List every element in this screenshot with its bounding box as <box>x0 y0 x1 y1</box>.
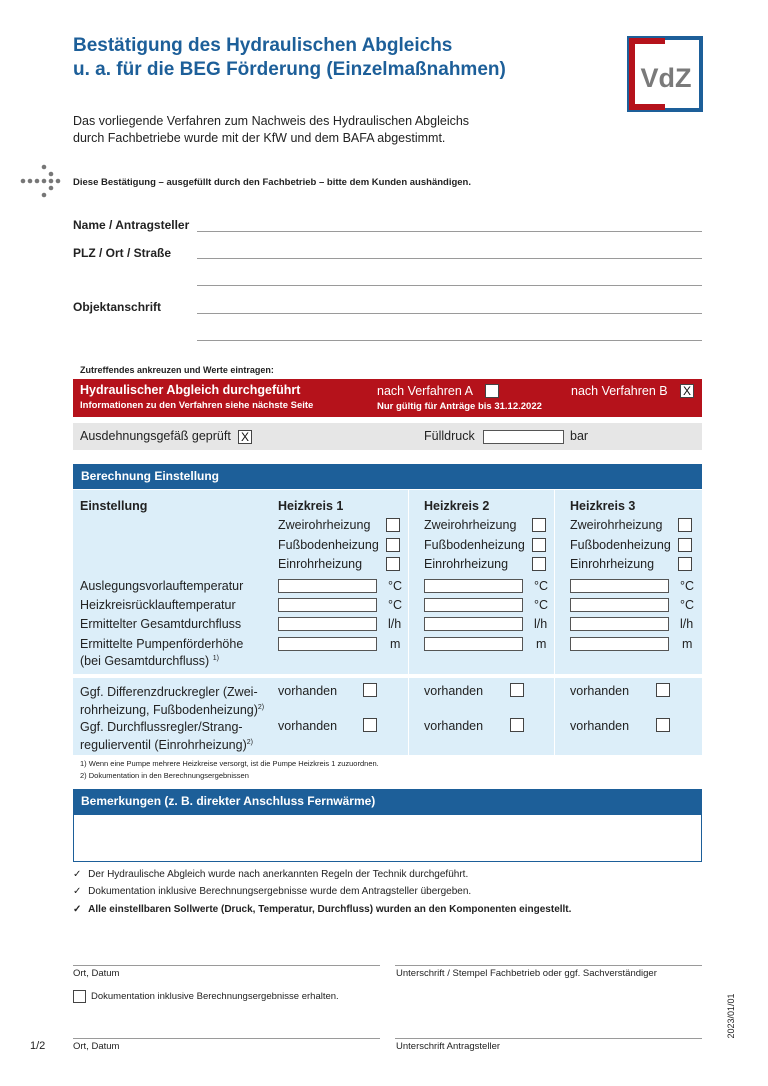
name-line[interactable] <box>197 231 702 232</box>
vorhanden-label: vorhanden <box>278 719 338 733</box>
berechnung-header-text: Berechnung Einstellung <box>81 469 220 483</box>
type-label: Einrohrheizung <box>278 557 363 571</box>
type-label: Fußbodenheizung <box>278 538 379 552</box>
row-label-ruecklauf: Heizkreisrücklauftemperatur <box>80 598 236 612</box>
hk3-ruecklauf-input[interactable] <box>570 598 669 612</box>
unit-label: °C <box>680 598 695 612</box>
verfahren-b-label: nach Verfahren B <box>571 384 668 398</box>
unit-label: °C <box>534 598 549 612</box>
berechnung-header <box>73 464 702 489</box>
vdz-logo <box>627 36 703 112</box>
row-label-foerderhoehe: Ermittelte Pumpenförderhöhe <box>80 637 244 651</box>
regler1-line-1: Ggf. Differenzdruckregler (Zwei- <box>80 685 258 699</box>
ort-datum-label-2: Ort, Datum <box>73 1041 120 1052</box>
hk2-regler1-checkbox[interactable] <box>510 683 524 697</box>
doc-code: 2023/01/01 <box>726 993 736 1039</box>
row-label-durchfluss: Ermittelter Gesamtdurchfluss <box>80 617 242 631</box>
fuelldruck-label: Fülldruck <box>424 429 475 443</box>
ausdehnung-checkbox[interactable]: X <box>238 430 252 444</box>
ausdehnung-label: Ausdehnungsgefäß geprüft <box>80 429 231 443</box>
check-text: Der Hydraulische Abgleich wurde nach anerkannten Regeln der Technik durchgeführt. <box>88 869 469 880</box>
hk3-zweirohr-checkbox[interactable] <box>678 518 692 532</box>
title-line-2: u. a. für die BEG Förderung (Einzelmaßnahmen) <box>73 59 506 80</box>
plz-line-1[interactable] <box>197 258 702 259</box>
dotted-arrow-icon <box>20 164 64 198</box>
heizkreis-1-title: Heizkreis 1 <box>278 499 344 513</box>
footnote-ref-2: 2) <box>246 739 253 746</box>
regler2-line-1: Ggf. Durchflussregler/Strang- <box>80 720 243 734</box>
hk2-durchfluss-input[interactable] <box>424 617 523 631</box>
berechnung-table <box>73 490 702 674</box>
vorhanden-label: vorhanden <box>424 684 484 698</box>
vorhanden-label: vorhanden <box>570 719 630 733</box>
check-item-2 <box>73 886 471 897</box>
unit-label: m <box>682 637 693 651</box>
hk3-fussboden-checkbox[interactable] <box>678 538 692 552</box>
heizkreis-2-title: Heizkreis 2 <box>424 499 490 513</box>
verfahren-b-checkbox[interactable]: X <box>680 384 694 398</box>
bemerkungen-textarea[interactable] <box>73 814 702 862</box>
einstellung-label: Einstellung <box>80 499 148 513</box>
hk3-durchfluss-input[interactable] <box>570 617 669 631</box>
hk3-vorlauf-input[interactable] <box>570 579 669 593</box>
intro-line-2: durch Fachbetriebe wurde mit der KfW und dem BAFA abgestimmt. <box>73 131 446 145</box>
footnote-ref-2: 2) <box>257 704 265 711</box>
hk1-regler1-checkbox[interactable] <box>363 683 377 697</box>
hk1-regler2-checkbox[interactable] <box>363 718 377 732</box>
ausdehnung-bar <box>73 423 702 450</box>
doku-erhalten-label: Dokumentation inklusive Berechnungsergebnisse erhalten. <box>91 991 339 1002</box>
ort-datum-line[interactable] <box>73 965 380 966</box>
type-label: Zweirohrheizung <box>424 518 517 532</box>
hk1-zweirohr-checkbox[interactable] <box>386 518 400 532</box>
hint-text: Diese Bestätigung – ausgefüllt durch den Fachbetrieb – bitte dem Kunden aushändigen. <box>73 177 472 188</box>
doku-erhalten-checkbox[interactable] <box>73 990 86 1003</box>
unit-label: l/h <box>680 617 694 631</box>
row-label-foerderhoehe-sub <box>80 654 219 668</box>
intro-text <box>73 113 469 147</box>
hk1-durchfluss-input[interactable] <box>278 617 377 631</box>
bemerkungen-header-text: Bemerkungen (z. B. direkter Anschluss Fernwärme) <box>81 794 376 808</box>
objekt-line-1[interactable] <box>197 313 702 314</box>
unterschrift-antragsteller-line[interactable] <box>395 1038 702 1039</box>
abgleich-title: Hydraulischer Abgleich durchgeführt <box>80 383 301 397</box>
row4-sub-text: (bei Gesamtdurchfluss) <box>80 654 210 668</box>
hk1-einrohr-checkbox[interactable] <box>386 557 400 571</box>
check-icon: ✓ <box>73 904 82 915</box>
unterschrift-fachbetrieb-label: Unterschrift / Stempel Fachbetrieb oder ggf. Sachverständiger <box>396 968 657 979</box>
vorhanden-label: vorhanden <box>570 684 630 698</box>
hk1-ruecklauf-input[interactable] <box>278 598 377 612</box>
check-text: Dokumentation inklusive Berechnungsergebnisse wurde dem Antragsteller übergeben. <box>88 886 472 897</box>
regler1-label <box>80 684 264 718</box>
hk2-einrohr-checkbox[interactable] <box>532 557 546 571</box>
vorhanden-label: vorhanden <box>278 684 338 698</box>
type-label: Einrohrheizung <box>570 557 655 571</box>
ort-datum-label: Ort, Datum <box>73 968 120 979</box>
bemerkungen-header <box>73 789 702 814</box>
type-label: Einrohrheizung <box>424 557 509 571</box>
type-label: Fußbodenheizung <box>570 538 671 552</box>
footnote-ref-1: 1) <box>212 654 219 662</box>
regler2-line-2: regulierventil (Einrohrheizung) <box>80 738 247 753</box>
abgleich-subtitle: Informationen zu den Verfahren siehe nächste Seite <box>80 400 314 411</box>
hk3-regler2-checkbox[interactable] <box>656 718 670 732</box>
hk3-foerderhoehe-input[interactable] <box>570 637 669 651</box>
instruction-text: Zutreffendes ankreuzen und Werte eintragen: <box>80 365 274 375</box>
hk3-einrohr-checkbox[interactable] <box>678 557 692 571</box>
fuelldruck-unit: bar <box>570 429 589 443</box>
hk1-vorlauf-input[interactable] <box>278 579 377 593</box>
footnote-2: 2) Dokumentation in den Berechnungsergebnissen <box>80 771 249 780</box>
check-icon: ✓ <box>73 886 82 897</box>
unit-label: °C <box>388 598 403 612</box>
page-title <box>73 34 506 82</box>
hk2-vorlauf-input[interactable] <box>424 579 523 593</box>
title-line-1: Bestätigung des Hydraulischen Abgleichs <box>73 35 453 56</box>
check-text: Alle einstellbaren Sollwerte (Druck, Temperatur, Durchfluss) wurden an den Komponenten eingestellt. <box>88 904 572 915</box>
regler1-line-2: rohrheizung, Fußbodenheizung) <box>80 703 258 718</box>
hk2-fussboden-checkbox[interactable] <box>532 538 546 552</box>
hk3-regler1-checkbox[interactable] <box>656 683 670 697</box>
plz-line-2[interactable] <box>197 285 702 286</box>
footnote-1: 1) Wenn eine Pumpe mehrere Heizkreise versorgt, ist die Pumpe Heizkreis 1 zuzuordnen. <box>80 759 379 768</box>
type-label: Fußbodenheizung <box>424 538 525 552</box>
hk2-zweirohr-checkbox[interactable] <box>532 518 546 532</box>
unit-label: °C <box>388 579 403 593</box>
abgleich-bar <box>73 379 702 417</box>
intro-line-1: Das vorliegende Verfahren zum Nachweis des Hydraulischen Abgleichs <box>73 114 470 128</box>
verfahren-a-checkbox[interactable] <box>485 384 499 398</box>
regler-table <box>73 678 702 755</box>
objekt-line-2[interactable] <box>197 340 702 341</box>
regler2-label <box>80 719 253 753</box>
unterschrift-fachbetrieb-line[interactable] <box>395 965 702 966</box>
name-label: Name / Antragsteller <box>73 218 190 232</box>
fuelldruck-input[interactable] <box>483 430 564 444</box>
unit-label: m <box>390 637 401 651</box>
unit-label: l/h <box>534 617 548 631</box>
vorhanden-label: vorhanden <box>424 719 484 733</box>
plz-label: PLZ / Ort / Straße <box>73 246 172 260</box>
hk2-foerderhoehe-input[interactable] <box>424 637 523 651</box>
page-number: 1/2 <box>30 1040 46 1052</box>
hk2-ruecklauf-input[interactable] <box>424 598 523 612</box>
hk1-fussboden-checkbox[interactable] <box>386 538 400 552</box>
logo-text: VdZ <box>640 63 692 93</box>
unit-label: °C <box>680 579 695 593</box>
verfahren-a-label: nach Verfahren A <box>377 384 473 398</box>
type-label: Zweirohrheizung <box>278 518 371 532</box>
ort-datum-line-2[interactable] <box>73 1038 380 1039</box>
objekt-label: Objektanschrift <box>73 300 162 314</box>
unit-label: m <box>536 637 547 651</box>
unit-label: °C <box>534 579 549 593</box>
verfahren-a-note: Nur gültig für Anträge bis 31.12.2022 <box>377 401 542 412</box>
unit-label: l/h <box>388 617 402 631</box>
unterschrift-antragsteller-label: Unterschrift Antragsteller <box>396 1041 501 1052</box>
heizkreis-3-title: Heizkreis 3 <box>570 499 636 513</box>
hk1-foerderhoehe-input[interactable] <box>278 637 377 651</box>
row-label-vorlauf: Auslegungsvorlauftemperatur <box>80 579 244 593</box>
hk2-regler2-checkbox[interactable] <box>510 718 524 732</box>
check-item-3 <box>73 904 571 915</box>
type-label: Zweirohrheizung <box>570 518 663 532</box>
check-item-1 <box>73 869 468 880</box>
check-icon: ✓ <box>73 869 82 880</box>
